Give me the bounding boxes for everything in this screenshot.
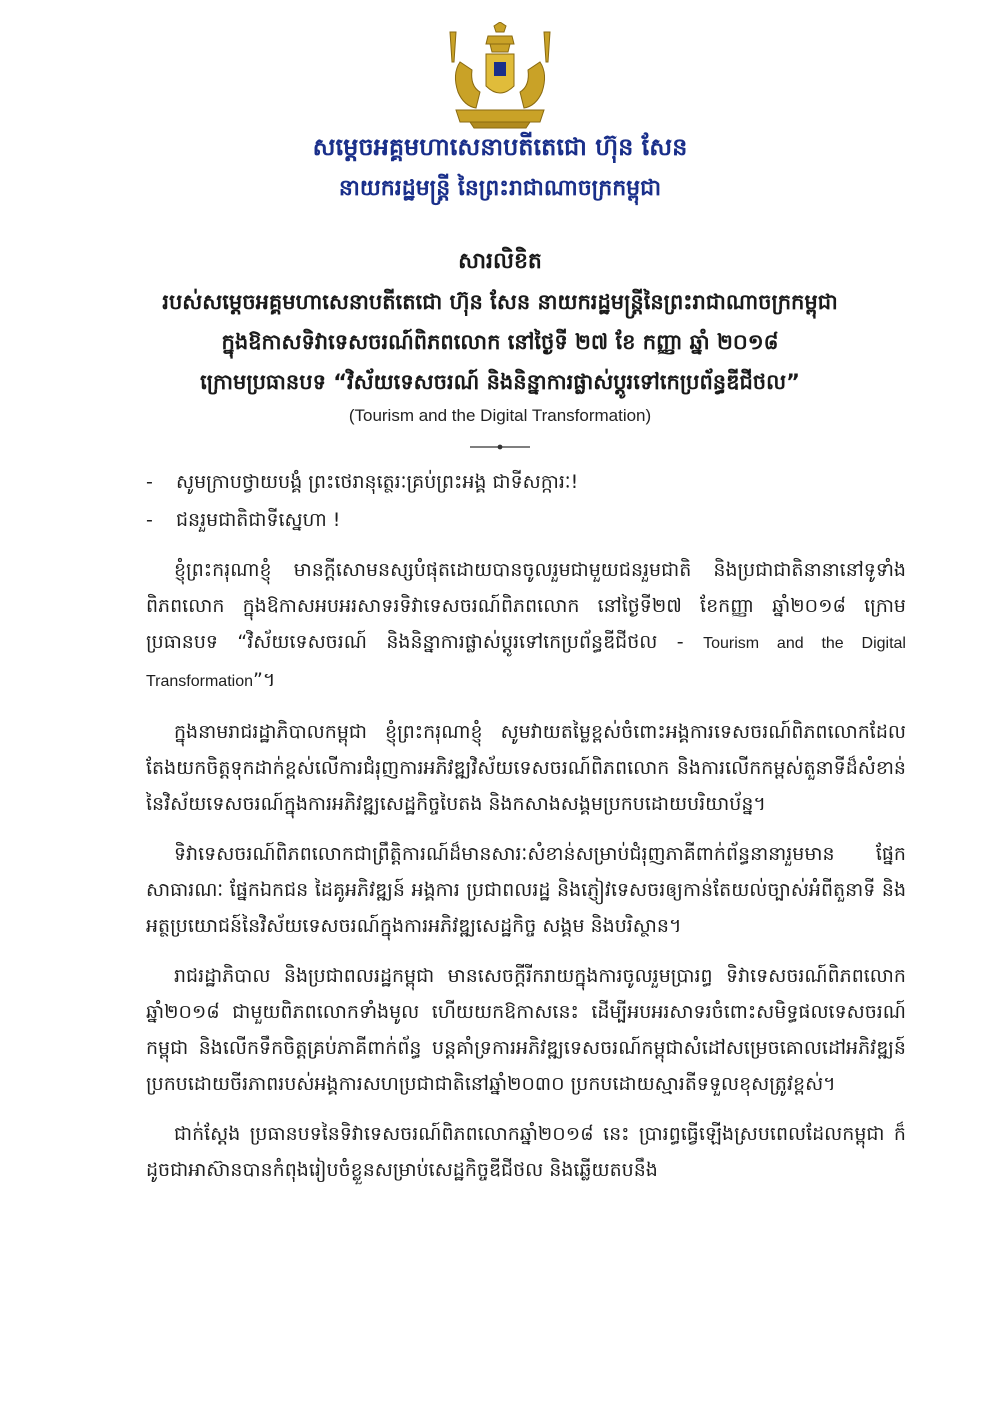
letter-body: [146, 464, 906, 1188]
bullet-dash: -: [146, 509, 153, 531]
ornament-divider: [468, 444, 532, 450]
greeting-text: សូមក្រាបថ្វាយបង្គំ ព្រះថេរានុត្ថេរៈគ្រប់ព្រះអង្គ ជាទីសក្ការៈ!: [176, 471, 579, 493]
royal-emblem: [430, 22, 570, 130]
paragraph-1-khmer: ខ្ញុំព្រះករុណាខ្ញុំ មានក្តីសោមនស្សបំផុតដោយបានចូលរួមជាមួយជនរួមជាតិ និងប្រជាជាតិនានានៅទូទាំងពិភពលោក ក្នុងឱកាសអបអរសាទរទិវាទេសចរណ៍ពិភពលោក នៅថ្ងៃទី២៧ ខែកញ្ញា ឆ្នាំ២០១៨ ក្រោមប្រធានបទ “វិស័យទេសចរណ៍ និងនិន្នាការផ្លាស់ប្តូរទៅកេប្រព័ន្ធឌីជីថល -: [146, 559, 906, 653]
header-name-line: សម្តេចអគ្គមហាសេនាបតីតេជោ ហ៊ុន សែន: [312, 133, 688, 161]
bullet-dash: -: [146, 471, 153, 493]
paragraph-3: ទិវាទេសចរណ៍ពិភពលោកជាព្រឹត្តិការណ៍ដ៏មានសារៈសំខាន់សម្រាប់ជំរុញភាគីពាក់ព័ន្ធនានារួមមាន ផ្នែកសាធារណៈ ផ្នែកឯកជន ដៃគូអភិវឌ្ឍន៍ អង្គការ ប្រជាពលរដ្ឋ និងភ្ញៀវទេសចរឲ្យកាន់តែយល់ច្បាស់អំពីតួនាទី និងអត្ថប្រយោជន៍នៃវិស័យទេសចរណ៍ក្នុងការអភិវឌ្ឍសេដ្ឋកិច្ច សង្គម និងបរិស្ថាន។: [146, 843, 906, 937]
paragraph-1-end: ”។: [253, 669, 276, 691]
paragraph-1-english: Tourism and the Digital Transformation: [146, 635, 906, 690]
title-subtitle-english: (Tourism and the Digital Transformation): [348, 406, 652, 425]
greeting-item: [146, 464, 906, 500]
title-block: [60, 242, 940, 430]
document-heading: សារលិខិត: [458, 249, 542, 274]
title-line-1: របស់សម្តេចអគ្គមហាសេនាបតីតេជោ ហ៊ុន សែន នាយករដ្ឋមន្ត្រីនៃព្រះរាជាណាចក្រកម្ពុជា: [162, 290, 838, 314]
paragraph-2: ក្នុងនាមរាជរដ្ឋាភិបាលកម្ពុជា ខ្ញុំព្រះករុណាខ្ញុំ សូមវាយតម្លៃខ្ពស់ចំពោះអង្គការទេសចរណ៍ពិភពលោកដែលតែងយកចិត្តទុកដាក់ខ្ពស់លើការជំរុញការអភិវឌ្ឍវិស័យទេសចរណ៍ពិភពលោក និងការលើកកម្ពស់តួនាទីដ៏សំខាន់នៃវិស័យទេសចរណ៍ក្នុងការអភិវឌ្ឍសេដ្ឋកិច្ចបៃតង និងកសាងសង្គមប្រកបដោយបរិយាប័ន្ន។: [146, 721, 906, 815]
greeting-item: [146, 502, 906, 538]
paragraph-5: ជាក់ស្តែង ប្រធានបទនៃទិវាទេសចរណ៍ពិភពលោកឆ្នាំ២០១៨ នេះ ប្រារព្ធធ្វើឡើងស្របពេលដែលកម្ពុជា ក៏ដូចជាអាស៊ានបានកំពុងរៀបចំខ្លួនសម្រាប់សេដ្ឋកិច្ចឌីជីថល និងឆ្លើយតបនឹង: [146, 1123, 906, 1181]
paragraph-1: [146, 552, 906, 700]
royal-coat-of-arms-icon: [430, 22, 570, 130]
greeting-text: ជនរួមជាតិជាទីស្នេហា !: [176, 509, 341, 531]
header-office-line: នាយករដ្ឋមន្ត្រី នៃព្រះរាជាណាចក្រកម្ពុជា: [338, 176, 662, 201]
title-line-2: ក្នុងឱកាសទិវាទេសចរណ៍ពិភពលោក នៅថ្ងៃទី ២៧ ខែ កញ្ញា ឆ្នាំ ២០១៨: [221, 330, 779, 354]
paragraph-4: រាជរដ្ឋាភិបាល និងប្រជាពលរដ្ឋកម្ពុជា មានសេចក្តីរីករាយក្នុងការចូលរួមប្រារព្ធ ទិវាទេសចរណ៍ពិភពលោកឆ្នាំ២០១៨ ជាមួយពិភពលោកទាំងមូល ហើយយកឱកាសនេះ ដើម្បីអបអរសាទរចំពោះសមិទ្ធផលទេសចរណ៍កម្ពុជា និងលើកទឹកចិត្តគ្រប់ភាគីពាក់ព័ន្ធ បន្តគាំទ្រការអភិវឌ្ឍទេសចរណ៍កម្ពុជាសំដៅសម្រេចគោលដៅអភិវឌ្ឍន៍ប្រកបដោយចីរភាពរបស់អង្គការសហប្រជាជាតិនៅឆ្នាំ២០៣០ ប្រកបដោយស្មារតីទទួលខុសត្រូវខ្ពស់។: [146, 965, 906, 1095]
title-line-3: ក្រោមប្រធានបទ “វិស័យទេសចរណ៍ និងនិន្នាការផ្លាស់ប្តូរទៅកេប្រព័ន្ធឌីជីថល”: [200, 370, 800, 394]
